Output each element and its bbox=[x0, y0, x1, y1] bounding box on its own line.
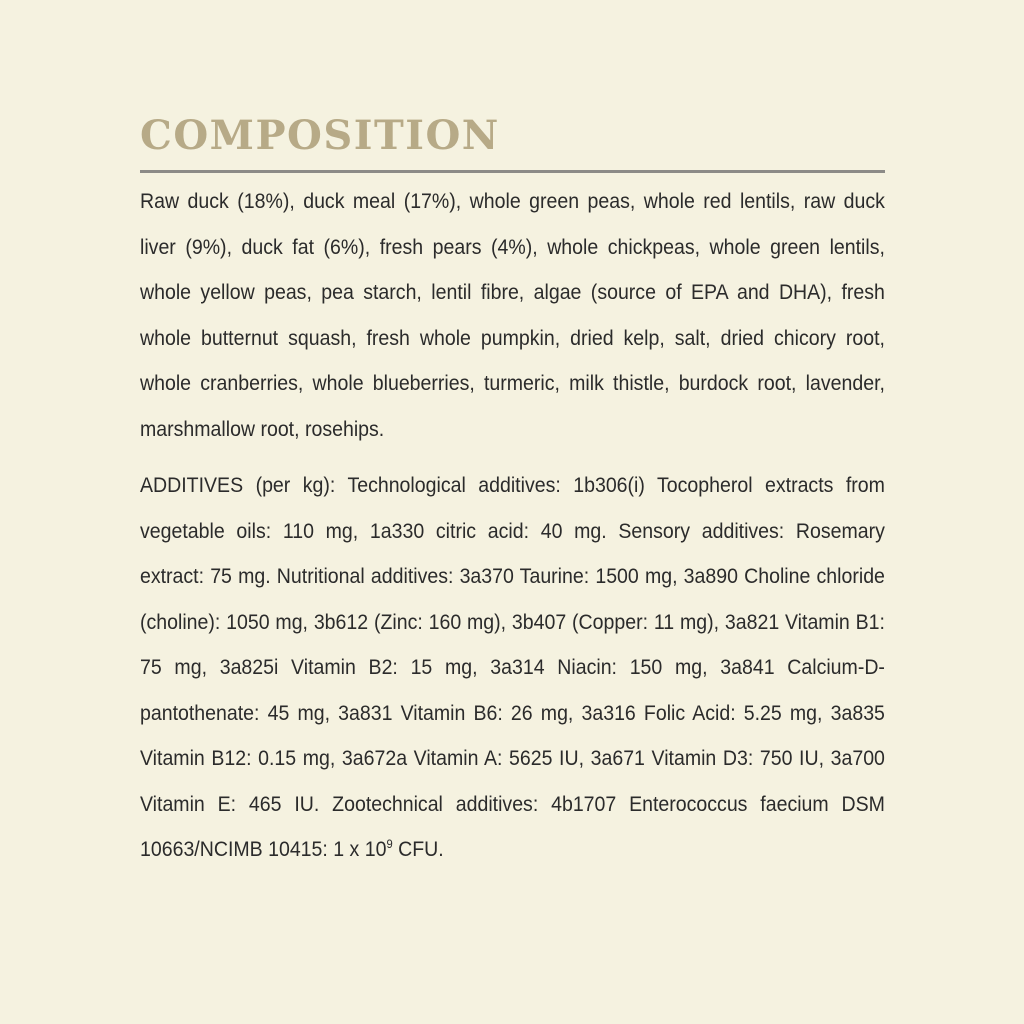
composition-paragraph: Raw duck (18%), duck meal (17%), whole green peas, whole red lentils, raw duck liver (9%), duck fat (6%), fresh pears (4%), whole chickpeas, whole green lentils, whole yellow peas, pea starch, lentil fibre, algae (source of EPA and DHA), fresh whole butternut squash, fresh whole pumpkin, dried kelp, salt, dried chicory root, whole cranberries, whole blueberries, turmeric, milk thistle, burdock root, lavender, marshmallow root, rosehips. bbox=[140, 190, 885, 441]
additives-text: ADDITIVES (per kg): Technological additives: 1b306(i) Tocopherol extracts from vegetable oils: 110 mg, 1a330 citric acid: 40 mg. Sensory additives: Rosemary extract: 75 mg. Nutritional additives: 3a370 Taurine: 1500 mg, 3a890 Choline chloride (choline): 1050 mg, 3b612 (Zinc: 160 mg), 3b407 (Copper: 11 mg), 3a821 Vitamin B1: 75 mg, 3a825i Vitamin B2: 15 mg, 3a314 Niacin: 150 mg, 3a841 Calcium-D-pantothenate: 45 mg, 3a831 Vitamin B6: 26 mg, 3a316 Folic Acid: 5.25 mg, 3a835 Vitamin B12: 0.15 mg, 3a672a Vitamin A: 5625 IU, 3a671 Vitamin D3: 750 IU, 3a700 Vitamin E: 465 IU. Zootechnical additives: 4b1707 Enterococcus faecium DSM 10663/NCIMB 10415: 1 x 10 bbox=[140, 474, 885, 861]
composition-heading: COMPOSITION bbox=[140, 112, 500, 159]
heading-divider bbox=[140, 170, 885, 173]
additives-paragraph bbox=[140, 463, 885, 873]
composition-panel bbox=[140, 110, 885, 873]
cfu-exponent: 9 bbox=[386, 837, 393, 851]
cfu-unit: CFU. bbox=[392, 838, 444, 861]
